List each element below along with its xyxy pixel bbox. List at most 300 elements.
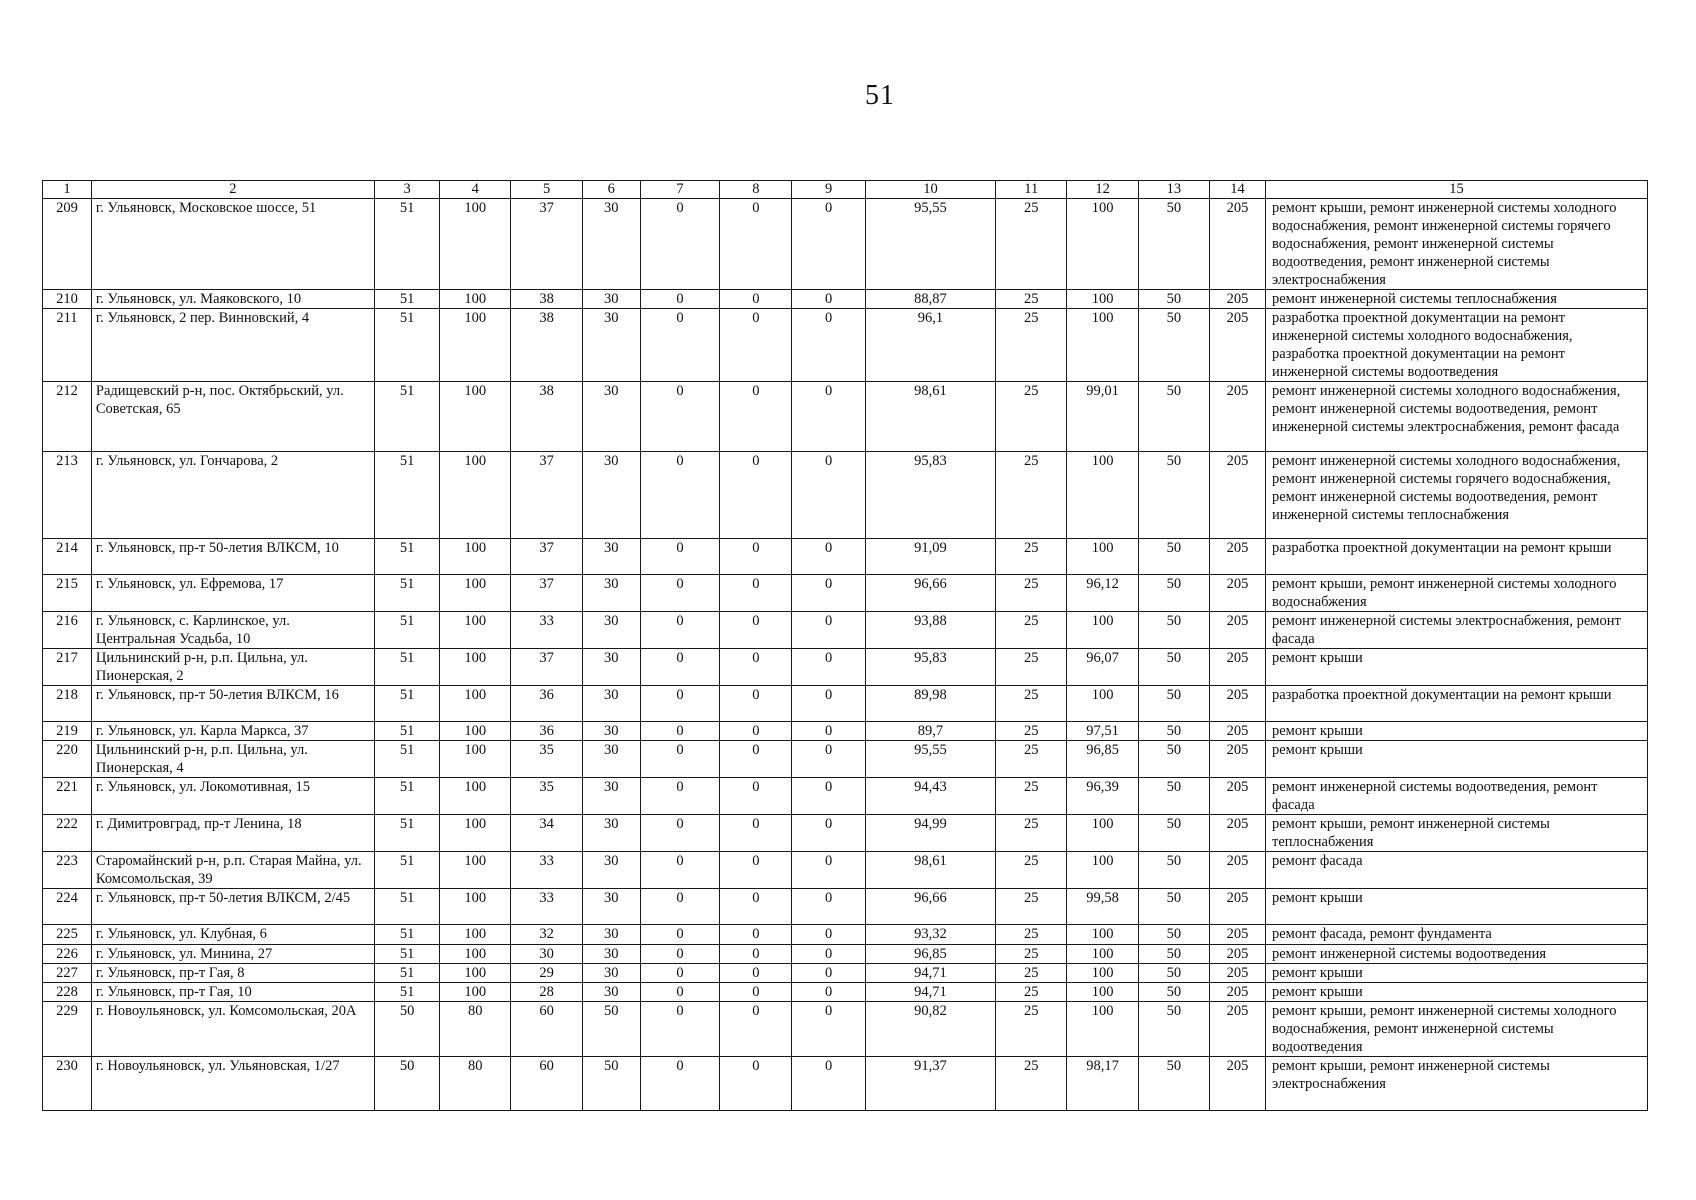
col-6-cell: 30	[582, 686, 640, 722]
col-3-cell: 51	[374, 686, 439, 722]
table-row	[43, 309, 1648, 382]
row-number-cell: 210	[43, 290, 92, 309]
row-number-cell: 230	[43, 1057, 92, 1111]
table-row	[43, 889, 1648, 925]
col-14-cell: 205	[1209, 309, 1265, 382]
address-cell: г. Новоульяновск, ул. Ульяновская, 1/27	[91, 1057, 374, 1111]
col-6-cell: 30	[582, 964, 640, 983]
col-4-cell: 100	[440, 778, 511, 815]
col-5-cell: 36	[511, 722, 582, 741]
table-row	[43, 575, 1648, 612]
col-9-cell: 0	[792, 889, 865, 925]
col-4-cell: 100	[440, 649, 511, 686]
col-10-cell: 94,71	[865, 983, 995, 1002]
col-14-cell: 205	[1209, 649, 1265, 686]
column-number-12: 12	[1067, 181, 1138, 199]
col-4-cell: 100	[440, 199, 511, 290]
col-13-cell: 50	[1138, 539, 1209, 575]
col-3-cell: 51	[374, 452, 439, 539]
table-row	[43, 964, 1648, 983]
table-row	[43, 382, 1648, 452]
col-14-cell: 205	[1209, 612, 1265, 649]
col-7-cell: 0	[640, 452, 719, 539]
col-4-cell: 100	[440, 575, 511, 612]
col-9-cell: 0	[792, 382, 865, 452]
col-4-cell: 100	[440, 983, 511, 1002]
table-row	[43, 852, 1648, 889]
col-9-cell: 0	[792, 539, 865, 575]
col-13-cell: 50	[1138, 852, 1209, 889]
col-6-cell: 30	[582, 945, 640, 964]
column-number-11: 11	[996, 181, 1067, 199]
col-13-cell: 50	[1138, 686, 1209, 722]
col-7-cell: 0	[640, 741, 719, 778]
col-9-cell: 0	[792, 741, 865, 778]
col-5-cell: 35	[511, 778, 582, 815]
col-10-cell: 96,85	[865, 945, 995, 964]
work-types-cell: ремонт крыши	[1265, 741, 1647, 778]
address-cell: г. Ульяновск, пр-т Гая, 8	[91, 964, 374, 983]
col-5-cell: 33	[511, 612, 582, 649]
col-5-cell: 34	[511, 815, 582, 852]
col-7-cell: 0	[640, 199, 719, 290]
col-7-cell: 0	[640, 539, 719, 575]
col-7-cell: 0	[640, 889, 719, 925]
col-8-cell: 0	[720, 852, 792, 889]
col-3-cell: 51	[374, 983, 439, 1002]
col-8-cell: 0	[720, 964, 792, 983]
row-number-cell: 222	[43, 815, 92, 852]
col-9-cell: 0	[792, 852, 865, 889]
column-number-8: 8	[720, 181, 792, 199]
column-number-4: 4	[440, 181, 511, 199]
address-cell: г. Ульяновск, ул. Локомотивная, 15	[91, 778, 374, 815]
address-cell: г. Ульяновск, 2 пер. Винновский, 4	[91, 309, 374, 382]
col-8-cell: 0	[720, 741, 792, 778]
col-3-cell: 51	[374, 649, 439, 686]
repair-table	[42, 180, 1648, 1111]
col-12-cell: 100	[1067, 945, 1138, 964]
col-6-cell: 30	[582, 199, 640, 290]
col-4-cell: 80	[440, 1057, 511, 1111]
col-4-cell: 100	[440, 925, 511, 945]
col-14-cell: 205	[1209, 1002, 1265, 1057]
col-5-cell: 37	[511, 452, 582, 539]
col-14-cell: 205	[1209, 452, 1265, 539]
address-cell: г. Ульяновск, пр-т Гая, 10	[91, 983, 374, 1002]
col-12-cell: 97,51	[1067, 722, 1138, 741]
col-8-cell: 0	[720, 945, 792, 964]
col-9-cell: 0	[792, 983, 865, 1002]
col-12-cell: 96,12	[1067, 575, 1138, 612]
col-9-cell: 0	[792, 945, 865, 964]
col-6-cell: 30	[582, 382, 640, 452]
col-3-cell: 51	[374, 945, 439, 964]
column-number-13: 13	[1138, 181, 1209, 199]
col-11-cell: 25	[996, 945, 1067, 964]
row-number-cell: 216	[43, 612, 92, 649]
col-3-cell: 51	[374, 815, 439, 852]
col-4-cell: 100	[440, 309, 511, 382]
col-7-cell: 0	[640, 1002, 719, 1057]
work-types-cell: ремонт инженерной системы холодного водоснабжения, ремонт инженерной системы горячего водоснабжения, ремонт инженерной системы водоотведения, ремонт инженерной системы теплоснабжения	[1265, 452, 1647, 539]
address-cell: г. Ульяновск, ул. Минина, 27	[91, 945, 374, 964]
work-types-cell: ремонт инженерной системы водоотведения	[1265, 945, 1647, 964]
col-12-cell: 100	[1067, 309, 1138, 382]
table-row	[43, 290, 1648, 309]
col-8-cell: 0	[720, 199, 792, 290]
col-9-cell: 0	[792, 964, 865, 983]
col-8-cell: 0	[720, 686, 792, 722]
col-9-cell: 0	[792, 290, 865, 309]
col-6-cell: 30	[582, 815, 640, 852]
work-types-cell: разработка проектной документации на ремонт крыши	[1265, 686, 1647, 722]
col-3-cell: 51	[374, 612, 439, 649]
address-cell: Радищевский р-н, пос. Октябрьский, ул. Советская, 65	[91, 382, 374, 452]
column-number-7: 7	[640, 181, 719, 199]
col-5-cell: 28	[511, 983, 582, 1002]
col-3-cell: 51	[374, 925, 439, 945]
col-5-cell: 37	[511, 649, 582, 686]
row-number-cell: 227	[43, 964, 92, 983]
col-11-cell: 25	[996, 382, 1067, 452]
row-number-cell: 214	[43, 539, 92, 575]
col-11-cell: 25	[996, 539, 1067, 575]
col-5-cell: 33	[511, 889, 582, 925]
col-12-cell: 96,85	[1067, 741, 1138, 778]
row-number-cell: 218	[43, 686, 92, 722]
row-number-cell: 212	[43, 382, 92, 452]
page-number: 51	[865, 80, 895, 111]
col-6-cell: 50	[582, 1002, 640, 1057]
col-11-cell: 25	[996, 925, 1067, 945]
col-3-cell: 51	[374, 778, 439, 815]
address-cell: г. Ульяновск, пр-т 50-летия ВЛКСМ, 10	[91, 539, 374, 575]
col-6-cell: 30	[582, 983, 640, 1002]
col-13-cell: 50	[1138, 612, 1209, 649]
table-row	[43, 778, 1648, 815]
column-number-6: 6	[582, 181, 640, 199]
table-row	[43, 649, 1648, 686]
col-12-cell: 100	[1067, 815, 1138, 852]
col-4-cell: 100	[440, 722, 511, 741]
col-7-cell: 0	[640, 1057, 719, 1111]
table-row	[43, 983, 1648, 1002]
col-4-cell: 100	[440, 815, 511, 852]
col-9-cell: 0	[792, 1057, 865, 1111]
col-11-cell: 25	[996, 852, 1067, 889]
repair-table-container	[42, 180, 1648, 1111]
row-number-cell: 220	[43, 741, 92, 778]
col-9-cell: 0	[792, 686, 865, 722]
col-9-cell: 0	[792, 649, 865, 686]
col-6-cell: 30	[582, 290, 640, 309]
col-8-cell: 0	[720, 889, 792, 925]
col-10-cell: 96,1	[865, 309, 995, 382]
col-9-cell: 0	[792, 1002, 865, 1057]
col-10-cell: 89,98	[865, 686, 995, 722]
col-7-cell: 0	[640, 983, 719, 1002]
col-6-cell: 50	[582, 1057, 640, 1111]
address-cell: г. Ульяновск, пр-т 50-летия ВЛКСМ, 2/45	[91, 889, 374, 925]
col-6-cell: 30	[582, 925, 640, 945]
col-10-cell: 93,88	[865, 612, 995, 649]
col-5-cell: 35	[511, 741, 582, 778]
column-number-15: 15	[1265, 181, 1647, 199]
col-3-cell: 51	[374, 852, 439, 889]
row-number-cell: 209	[43, 199, 92, 290]
work-types-cell: ремонт инженерной системы водоотведения, ремонт фасада	[1265, 778, 1647, 815]
col-10-cell: 96,66	[865, 889, 995, 925]
col-9-cell: 0	[792, 925, 865, 945]
col-10-cell: 91,37	[865, 1057, 995, 1111]
col-9-cell: 0	[792, 815, 865, 852]
row-number-cell: 228	[43, 983, 92, 1002]
col-6-cell: 30	[582, 741, 640, 778]
col-11-cell: 25	[996, 686, 1067, 722]
col-13-cell: 50	[1138, 290, 1209, 309]
row-number-cell: 223	[43, 852, 92, 889]
col-7-cell: 0	[640, 964, 719, 983]
col-14-cell: 205	[1209, 199, 1265, 290]
col-13-cell: 50	[1138, 199, 1209, 290]
work-types-cell: ремонт крыши, ремонт инженерной системы холодного водоснабжения, ремонт инженерной системы горячего водоснабжения, ремонт инженерной системы водоотведения, ремонт инженерной системы электроснабжения	[1265, 199, 1647, 290]
work-types-cell: ремонт инженерной системы теплоснабжения	[1265, 290, 1647, 309]
col-13-cell: 50	[1138, 1002, 1209, 1057]
col-10-cell: 95,83	[865, 452, 995, 539]
col-10-cell: 94,71	[865, 964, 995, 983]
col-14-cell: 205	[1209, 722, 1265, 741]
col-7-cell: 0	[640, 852, 719, 889]
col-7-cell: 0	[640, 290, 719, 309]
col-12-cell: 99,58	[1067, 889, 1138, 925]
col-12-cell: 96,07	[1067, 649, 1138, 686]
row-number-cell: 217	[43, 649, 92, 686]
col-9-cell: 0	[792, 309, 865, 382]
col-13-cell: 50	[1138, 1057, 1209, 1111]
col-9-cell: 0	[792, 199, 865, 290]
col-4-cell: 100	[440, 452, 511, 539]
col-5-cell: 29	[511, 964, 582, 983]
col-13-cell: 50	[1138, 741, 1209, 778]
col-4-cell: 100	[440, 382, 511, 452]
col-6-cell: 30	[582, 612, 640, 649]
col-9-cell: 0	[792, 575, 865, 612]
work-types-cell: ремонт крыши, ремонт инженерной системы электроснабжения	[1265, 1057, 1647, 1111]
col-12-cell: 100	[1067, 199, 1138, 290]
col-8-cell: 0	[720, 290, 792, 309]
address-cell: г. Новоульяновск, ул. Комсомольская, 20А	[91, 1002, 374, 1057]
col-13-cell: 50	[1138, 575, 1209, 612]
col-9-cell: 0	[792, 722, 865, 741]
col-5-cell: 37	[511, 539, 582, 575]
col-5-cell: 33	[511, 852, 582, 889]
work-types-cell: ремонт крыши	[1265, 983, 1647, 1002]
column-number-3: 3	[374, 181, 439, 199]
col-6-cell: 30	[582, 649, 640, 686]
col-12-cell: 100	[1067, 452, 1138, 539]
col-5-cell: 36	[511, 686, 582, 722]
address-cell: Цильнинский р-н, р.п. Цильна, ул. Пионерская, 4	[91, 741, 374, 778]
col-11-cell: 25	[996, 1002, 1067, 1057]
col-7-cell: 0	[640, 612, 719, 649]
address-cell: Цильнинский р-н, р.п. Цильна, ул. Пионерская, 2	[91, 649, 374, 686]
col-4-cell: 80	[440, 1002, 511, 1057]
col-3-cell: 51	[374, 889, 439, 925]
col-4-cell: 100	[440, 945, 511, 964]
table-row	[43, 815, 1648, 852]
col-14-cell: 205	[1209, 741, 1265, 778]
col-7-cell: 0	[640, 575, 719, 612]
col-3-cell: 51	[374, 539, 439, 575]
col-12-cell: 100	[1067, 290, 1138, 309]
col-11-cell: 25	[996, 575, 1067, 612]
col-13-cell: 50	[1138, 925, 1209, 945]
col-8-cell: 0	[720, 452, 792, 539]
col-10-cell: 98,61	[865, 382, 995, 452]
col-5-cell: 32	[511, 925, 582, 945]
col-14-cell: 205	[1209, 290, 1265, 309]
row-number-cell: 229	[43, 1002, 92, 1057]
col-5-cell: 37	[511, 199, 582, 290]
col-6-cell: 30	[582, 722, 640, 741]
table-row	[43, 741, 1648, 778]
address-cell: г. Ульяновск, с. Карлинское, ул. Центральная Усадьба, 10	[91, 612, 374, 649]
column-number-row	[43, 181, 1648, 199]
column-number-9: 9	[792, 181, 865, 199]
row-number-cell: 219	[43, 722, 92, 741]
col-3-cell: 51	[374, 722, 439, 741]
col-9-cell: 0	[792, 452, 865, 539]
col-8-cell: 0	[720, 722, 792, 741]
col-4-cell: 100	[440, 741, 511, 778]
col-14-cell: 205	[1209, 852, 1265, 889]
col-8-cell: 0	[720, 1002, 792, 1057]
work-types-cell: ремонт крыши	[1265, 649, 1647, 686]
col-14-cell: 205	[1209, 686, 1265, 722]
col-12-cell: 100	[1067, 1002, 1138, 1057]
col-13-cell: 50	[1138, 815, 1209, 852]
work-types-cell: ремонт крыши	[1265, 964, 1647, 983]
row-number-cell: 211	[43, 309, 92, 382]
col-14-cell: 205	[1209, 964, 1265, 983]
col-5-cell: 38	[511, 309, 582, 382]
work-types-cell: ремонт крыши	[1265, 889, 1647, 925]
col-4-cell: 100	[440, 290, 511, 309]
col-3-cell: 51	[374, 199, 439, 290]
col-7-cell: 0	[640, 649, 719, 686]
work-types-cell: ремонт крыши, ремонт инженерной системы теплоснабжения	[1265, 815, 1647, 852]
col-8-cell: 0	[720, 649, 792, 686]
col-9-cell: 0	[792, 612, 865, 649]
table-row	[43, 722, 1648, 741]
col-7-cell: 0	[640, 686, 719, 722]
column-number-14: 14	[1209, 181, 1265, 199]
col-11-cell: 25	[996, 889, 1067, 925]
col-12-cell: 98,17	[1067, 1057, 1138, 1111]
address-cell: г. Ульяновск, ул. Клубная, 6	[91, 925, 374, 945]
col-8-cell: 0	[720, 925, 792, 945]
col-8-cell: 0	[720, 612, 792, 649]
col-10-cell: 91,09	[865, 539, 995, 575]
col-13-cell: 50	[1138, 722, 1209, 741]
col-12-cell: 99,01	[1067, 382, 1138, 452]
col-11-cell: 25	[996, 309, 1067, 382]
col-11-cell: 25	[996, 290, 1067, 309]
col-3-cell: 51	[374, 964, 439, 983]
col-13-cell: 50	[1138, 649, 1209, 686]
col-4-cell: 100	[440, 686, 511, 722]
work-types-cell: ремонт фасада	[1265, 852, 1647, 889]
col-3-cell: 51	[374, 382, 439, 452]
col-8-cell: 0	[720, 575, 792, 612]
col-3-cell: 50	[374, 1002, 439, 1057]
address-cell: г. Ульяновск, ул. Карла Маркса, 37	[91, 722, 374, 741]
col-6-cell: 30	[582, 575, 640, 612]
col-13-cell: 50	[1138, 309, 1209, 382]
col-14-cell: 205	[1209, 925, 1265, 945]
col-4-cell: 100	[440, 964, 511, 983]
address-cell: г. Ульяновск, ул. Гончарова, 2	[91, 452, 374, 539]
col-14-cell: 205	[1209, 539, 1265, 575]
col-6-cell: 30	[582, 778, 640, 815]
col-12-cell: 100	[1067, 964, 1138, 983]
col-3-cell: 51	[374, 309, 439, 382]
work-types-cell: ремонт инженерной системы электроснабжения, ремонт фасада	[1265, 612, 1647, 649]
table-row	[43, 199, 1648, 290]
col-14-cell: 205	[1209, 1057, 1265, 1111]
col-10-cell: 89,7	[865, 722, 995, 741]
col-7-cell: 0	[640, 945, 719, 964]
address-cell: г. Ульяновск, пр-т 50-летия ВЛКСМ, 16	[91, 686, 374, 722]
col-5-cell: 38	[511, 382, 582, 452]
col-5-cell: 60	[511, 1002, 582, 1057]
col-13-cell: 50	[1138, 889, 1209, 925]
col-8-cell: 0	[720, 539, 792, 575]
col-10-cell: 88,87	[865, 290, 995, 309]
col-3-cell: 51	[374, 290, 439, 309]
col-14-cell: 205	[1209, 778, 1265, 815]
col-6-cell: 30	[582, 539, 640, 575]
col-10-cell: 94,99	[865, 815, 995, 852]
column-number-1: 1	[43, 181, 92, 199]
table-row	[43, 452, 1648, 539]
address-cell: г. Димитровград, пр-т Ленина, 18	[91, 815, 374, 852]
work-types-cell: ремонт фасада, ремонт фундамента	[1265, 925, 1647, 945]
col-12-cell: 96,39	[1067, 778, 1138, 815]
col-8-cell: 0	[720, 778, 792, 815]
column-number-5: 5	[511, 181, 582, 199]
col-11-cell: 25	[996, 964, 1067, 983]
column-number-2: 2	[91, 181, 374, 199]
col-7-cell: 0	[640, 722, 719, 741]
col-7-cell: 0	[640, 309, 719, 382]
col-10-cell: 96,66	[865, 575, 995, 612]
col-12-cell: 100	[1067, 983, 1138, 1002]
col-6-cell: 30	[582, 889, 640, 925]
row-number-cell: 225	[43, 925, 92, 945]
col-11-cell: 25	[996, 983, 1067, 1002]
col-10-cell: 95,83	[865, 649, 995, 686]
row-number-cell: 224	[43, 889, 92, 925]
col-7-cell: 0	[640, 382, 719, 452]
col-6-cell: 30	[582, 452, 640, 539]
col-11-cell: 25	[996, 1057, 1067, 1111]
row-number-cell: 221	[43, 778, 92, 815]
table-body	[43, 199, 1648, 1111]
col-13-cell: 50	[1138, 964, 1209, 983]
col-11-cell: 25	[996, 452, 1067, 539]
